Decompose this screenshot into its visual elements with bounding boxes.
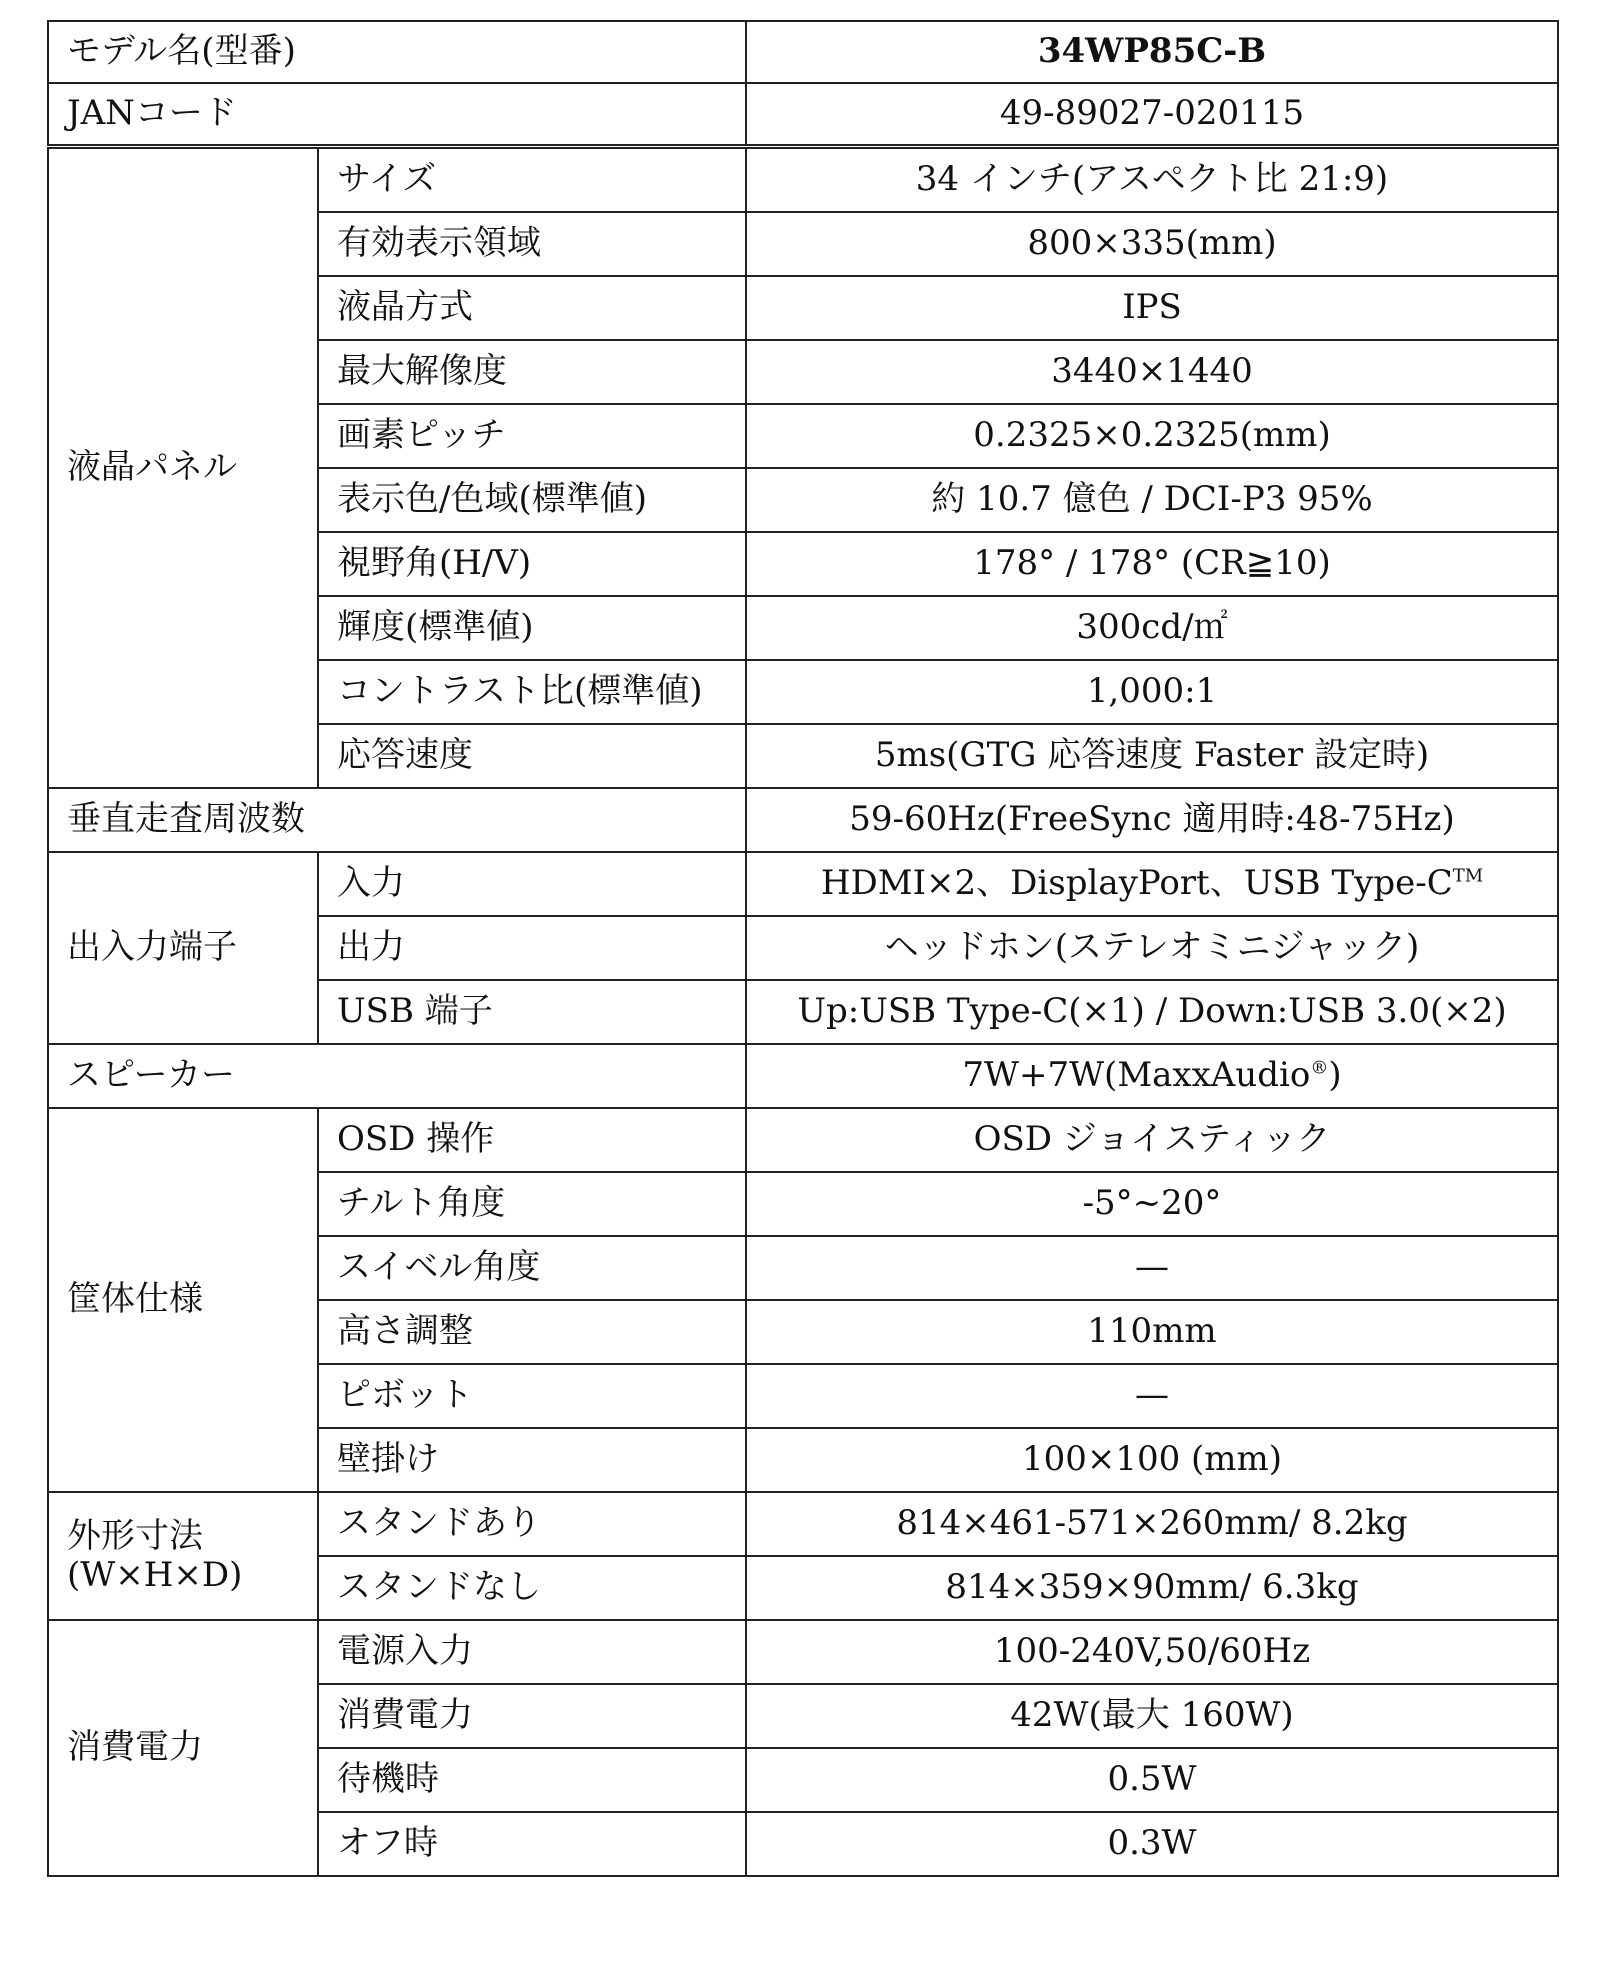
row-value: ヘッドホン(ステレオミニジャック) — [746, 916, 1558, 980]
speaker-label: スピーカー — [48, 1044, 746, 1108]
row-value: 0.2325×0.2325(mm) — [746, 404, 1558, 468]
row-value: Up:USB Type-C(×1) / Down:USB 3.0(×2) — [746, 980, 1558, 1044]
row-label: チルト角度 — [318, 1172, 746, 1236]
row-value: 3440×1440 — [746, 340, 1558, 404]
speaker-value-end: ) — [1328, 1055, 1342, 1096]
row-value: — — [746, 1364, 1558, 1428]
row-value: 300cd/㎡ — [746, 596, 1558, 660]
table-row — [48, 852, 1558, 916]
row-value: -5°~20° — [746, 1172, 1558, 1236]
category-power: 消費電力 — [48, 1620, 318, 1876]
row-label: 入力 — [318, 852, 746, 916]
row-value: IPS — [746, 276, 1558, 340]
row-label: 視野角(H/V) — [318, 532, 746, 596]
registered-mark: ® — [1310, 1058, 1329, 1080]
category-io-ports: 出入力端子 — [48, 852, 318, 1044]
row-value: 110mm — [746, 1300, 1558, 1364]
table-row — [48, 147, 1558, 213]
row-label: 待機時 — [318, 1748, 746, 1812]
table-row — [48, 1620, 1558, 1684]
row-label: オフ時 — [318, 1812, 746, 1876]
table-row-jan — [48, 83, 1558, 147]
row-label: 壁掛け — [318, 1428, 746, 1492]
trademark-mark: TM — [1452, 866, 1484, 888]
row-label: 有効表示領域 — [318, 212, 746, 276]
row-value: 814×359×90mm/ 6.3kg — [746, 1556, 1558, 1620]
row-value: 1,000:1 — [746, 660, 1558, 724]
row-value: OSD ジョイスティック — [746, 1108, 1558, 1172]
vertical-scan-value: 59-60Hz(FreeSync 適用時:48-75Hz) — [746, 788, 1558, 852]
input-ports-text: HDMI×2、DisplayPort、USB Type-C — [820, 863, 1453, 904]
table-row-vertical-scan — [48, 788, 1558, 852]
row-value: 0.5W — [746, 1748, 1558, 1812]
table-row — [48, 1108, 1558, 1172]
speaker-value-main: 7W+7W(MaxxAudio — [962, 1055, 1311, 1096]
row-label: 出力 — [318, 916, 746, 980]
jan-code-value: 49-89027-020115 — [746, 83, 1558, 147]
row-label: 応答速度 — [318, 724, 746, 788]
row-value: 100×100 (mm) — [746, 1428, 1558, 1492]
row-value: 814×461-571×260mm/ 8.2kg — [746, 1492, 1558, 1556]
row-value — [746, 852, 1558, 916]
spec-table — [47, 20, 1559, 1877]
model-name-value: 34WP85C-B — [746, 21, 1558, 83]
row-label: 高さ調整 — [318, 1300, 746, 1364]
row-label: スタンドなし — [318, 1556, 746, 1620]
row-value: 34 インチ(アスペクト比 21:9) — [746, 147, 1558, 213]
jan-code-label: JANコード — [48, 83, 746, 147]
row-value: 178° / 178° (CR≧10) — [746, 532, 1558, 596]
model-name-label: モデル名(型番) — [48, 21, 746, 83]
row-label: 液晶方式 — [318, 276, 746, 340]
row-label: 表示色/色域(標準値) — [318, 468, 746, 532]
table-row-speaker — [48, 1044, 1558, 1108]
row-value: 0.3W — [746, 1812, 1558, 1876]
row-value: 5ms(GTG 応答速度 Faster 設定時) — [746, 724, 1558, 788]
row-value: 100-240V,50/60Hz — [746, 1620, 1558, 1684]
row-label: 最大解像度 — [318, 340, 746, 404]
speaker-value — [746, 1044, 1558, 1108]
table-row-model — [48, 21, 1558, 83]
dimensions-title: 外形寸法 — [67, 1515, 203, 1556]
row-label: 消費電力 — [318, 1684, 746, 1748]
row-label: USB 端子 — [318, 980, 746, 1044]
row-label: OSD 操作 — [318, 1108, 746, 1172]
row-label: スイベル角度 — [318, 1236, 746, 1300]
category-chassis: 筐体仕様 — [48, 1108, 318, 1492]
category-lcd-panel: 液晶パネル — [48, 147, 318, 789]
row-value: 約 10.7 億色 / DCI-P3 95% — [746, 468, 1558, 532]
category-dimensions — [48, 1492, 318, 1620]
row-label: 輝度(標準値) — [318, 596, 746, 660]
row-value: — — [746, 1236, 1558, 1300]
row-value: 800×335(mm) — [746, 212, 1558, 276]
row-label: 画素ピッチ — [318, 404, 746, 468]
row-label: 電源入力 — [318, 1620, 746, 1684]
row-label: コントラスト比(標準値) — [318, 660, 746, 724]
table-row — [48, 1492, 1558, 1556]
dimensions-subtitle: (W×H×D) — [67, 1555, 243, 1595]
row-label: スタンドあり — [318, 1492, 746, 1556]
vertical-scan-label: 垂直走査周波数 — [48, 788, 746, 852]
row-label: ピボット — [318, 1364, 746, 1428]
row-value: 42W(最大 160W) — [746, 1684, 1558, 1748]
row-label: サイズ — [318, 147, 746, 213]
